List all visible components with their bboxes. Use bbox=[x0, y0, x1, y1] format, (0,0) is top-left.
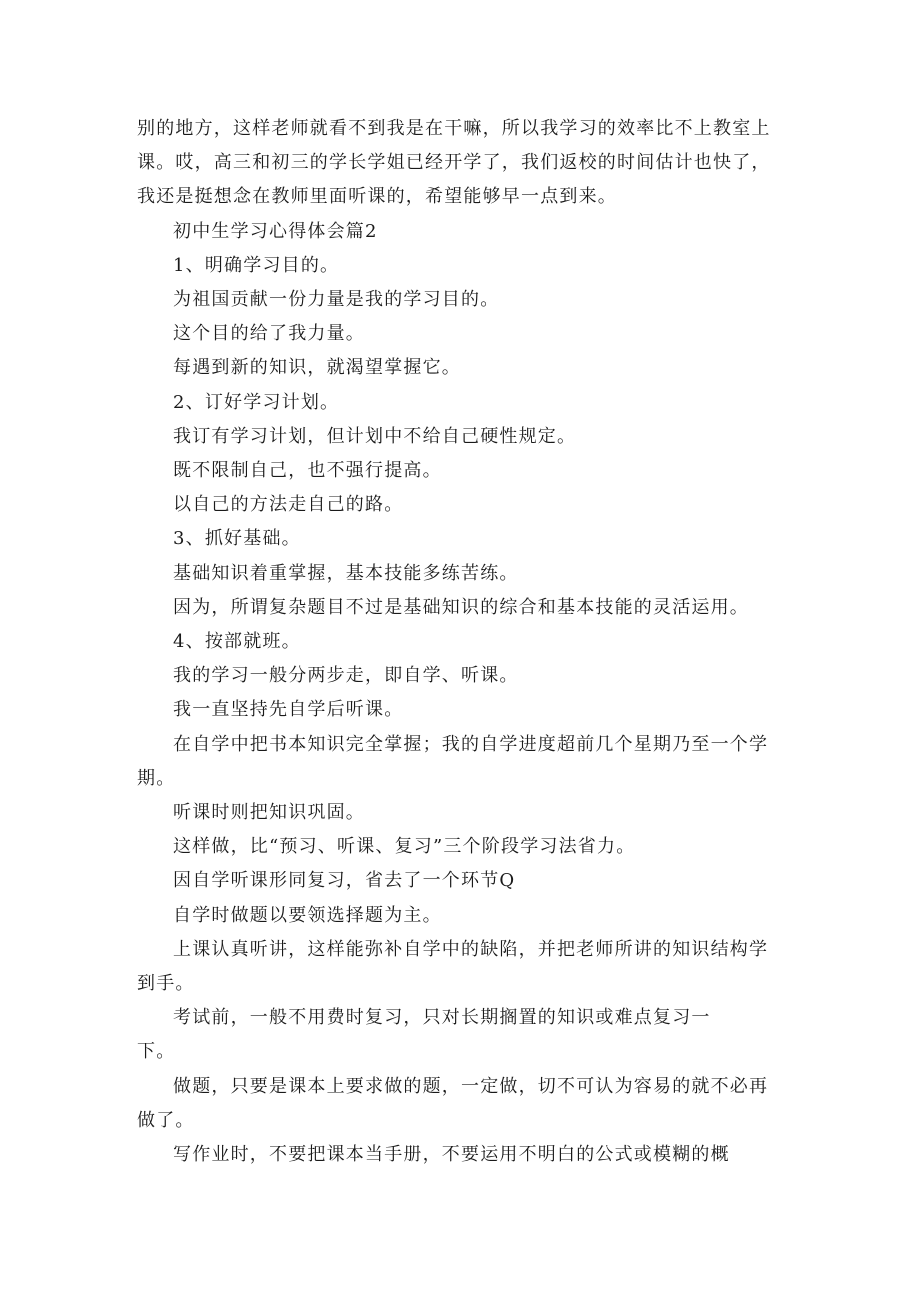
paragraph-split: 考试前，一般不用费时复习，只对长期搁置的知识或难点复习一 下。 bbox=[137, 1007, 711, 1063]
document-body bbox=[137, 112, 787, 1172]
paragraph: 既不限制自己，也不强行提高。 bbox=[173, 460, 442, 482]
paragraph: 因自学听课形同复习，省去了一个环节Q bbox=[173, 870, 516, 892]
paragraph: 以自己的方法走自己的路。 bbox=[173, 494, 404, 516]
paragraph: 因为，所谓复杂题目不过是基础知识的综合和基本技能的灵活运用。 bbox=[173, 596, 749, 618]
paragraph: 上课认真听讲，这样能弥补自学中的缺陷，并把老师所讲的知识结构学到手。 bbox=[137, 938, 769, 995]
paragraph: 我的学习一般分两步走，即自学、听课。 bbox=[173, 665, 519, 687]
paragraph: 我订有学习计划，但计划中不给自己硬性规定。 bbox=[173, 425, 577, 447]
paragraph-1: 别的地方，这样老师就看不到我是在干嘛，所以我学习的效率比不上教室上课。哎，高三和初三的学长学姐已经开学了，我们返校的时间估计也快了，我还是挺想念在教师里面听课的，希望能够早一点到来。 bbox=[137, 118, 771, 208]
paragraph: 做题，只要是课本上要求做的题，一定做，切不可认为容易的就不必再做了。 bbox=[137, 1075, 769, 1131]
paragraph: 自学时做题以要领选择题为主。 bbox=[173, 904, 442, 926]
point-heading-1: 1、明确学习目的。 bbox=[173, 254, 340, 276]
paragraph: 基础知识着重掌握，基本技能多练苦练。 bbox=[173, 562, 519, 584]
paragraph: 听课时则把知识巩固。 bbox=[173, 802, 365, 824]
paragraph: 这个目的给了我力量。 bbox=[173, 323, 365, 345]
point-heading-2: 2、订好学习计划。 bbox=[173, 391, 340, 413]
point-heading-4: 4、按部就班。 bbox=[173, 631, 301, 653]
paragraph: 每遇到新的知识，就渴望掌握它。 bbox=[173, 357, 461, 379]
section-heading: 初中生学习心得体会篇2 bbox=[173, 220, 378, 242]
point-heading-3: 3、抓好基础。 bbox=[173, 528, 301, 550]
paragraph: 这样做，比“预习、听课、复习”三个阶段学习法省力。 bbox=[173, 836, 636, 858]
paragraph-last: 写作业时，不要把课本当手册，不要运用不明白的公式或模糊的概 bbox=[173, 1144, 730, 1166]
paragraph: 在自学中把书本知识完全掌握；我的自学进度超前几个星期乃至一个学期。 bbox=[137, 733, 769, 789]
paragraph: 为祖国贡献一份力量是我的学习目的。 bbox=[173, 289, 500, 311]
paragraph: 我一直坚持先自学后听课。 bbox=[173, 699, 404, 721]
